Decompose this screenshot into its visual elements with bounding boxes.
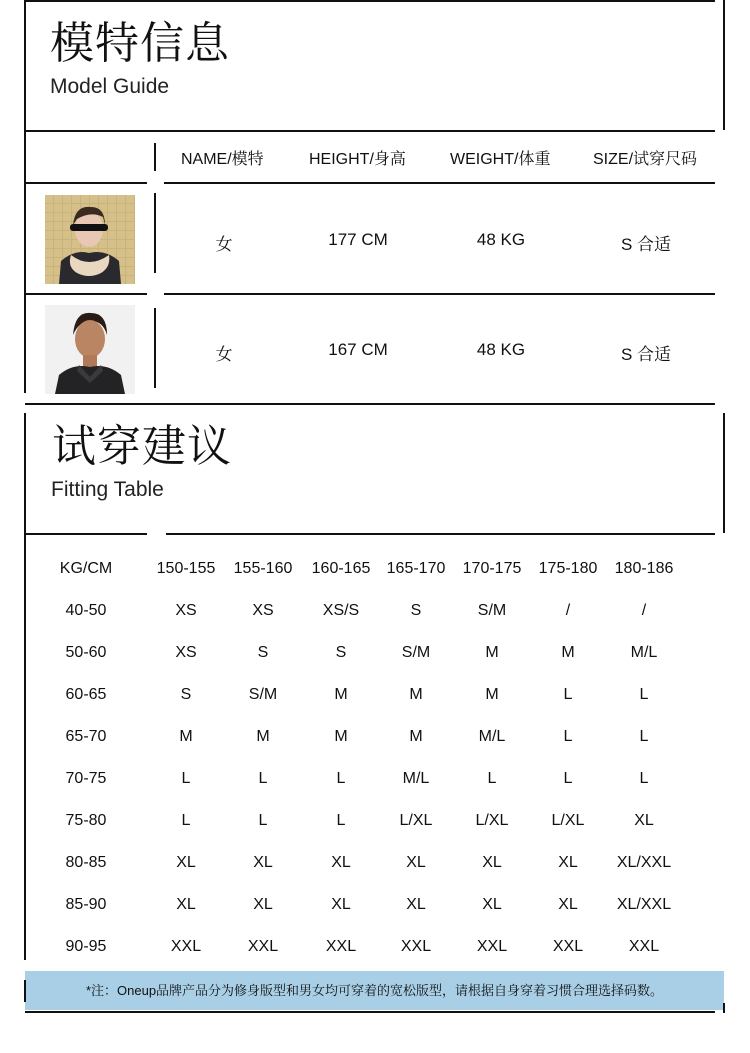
model-guide-title-en: Model Guide <box>50 75 170 98</box>
fitting-column-header: 155-160 <box>233 560 293 577</box>
fitting-table-title-zh: 试穿建议 <box>52 422 232 471</box>
table-row <box>48 590 684 632</box>
size-cell: L/XL <box>475 812 509 829</box>
model-2-height: 167 CM <box>328 340 388 359</box>
size-cell: M <box>409 686 423 703</box>
size-cell: L <box>639 728 649 745</box>
header-underline-left <box>25 182 147 184</box>
fitting-corner-label: KG/CM <box>59 560 113 577</box>
fitting-table <box>48 548 684 968</box>
fitting-gap <box>124 548 148 590</box>
size-cell: L/XL <box>551 812 585 829</box>
size-cell: XXL <box>170 938 202 955</box>
fitting-gap <box>124 716 148 758</box>
table-row <box>48 800 684 842</box>
size-cell: XXL <box>628 938 660 955</box>
size-cell: L <box>336 812 346 829</box>
size-cell: L <box>563 770 573 787</box>
size-cell: M/L <box>478 728 506 745</box>
model-1-separator <box>154 193 156 273</box>
header-size: SIZE/试穿尺码 <box>593 151 698 168</box>
size-cell: L <box>639 770 649 787</box>
size-cell: XL <box>634 812 654 829</box>
size-cell: L <box>487 770 497 787</box>
right-border-upper <box>723 0 725 130</box>
top-border <box>25 0 715 2</box>
model-guide-divider <box>25 130 715 132</box>
size-cell: XL <box>331 854 351 871</box>
model-guide-bottom-border <box>25 403 715 405</box>
fitting-gap <box>124 632 148 674</box>
fitting-gap <box>124 842 148 884</box>
size-cell: XL <box>558 854 578 871</box>
size-cell: XL <box>482 896 502 913</box>
header-height: HEIGHT/身高 <box>309 151 406 168</box>
left-border-upper <box>24 0 26 393</box>
fitting-gap <box>124 590 148 632</box>
model-2-image <box>45 305 135 394</box>
model-1-underline-right <box>164 293 715 295</box>
model-2-size: S 合适 <box>620 345 672 364</box>
fitting-gap <box>124 800 148 842</box>
row-label: 50-60 <box>65 644 107 661</box>
bottom-border <box>25 1011 715 1013</box>
row-label: 40-50 <box>65 602 107 619</box>
table-row <box>48 842 684 884</box>
size-cell: XS <box>175 644 197 661</box>
fitting-gap <box>124 926 148 968</box>
size-cell: L <box>258 770 268 787</box>
size-cell: XL <box>482 854 502 871</box>
header-name: NAME/模特 <box>181 151 264 168</box>
size-cell: M/L <box>402 770 430 787</box>
size-cell: XL <box>406 896 426 913</box>
fitting-column-header: 160-165 <box>311 560 371 577</box>
size-cell: XS <box>252 602 274 619</box>
note-left-border <box>24 980 26 1002</box>
model-2-name: 女 <box>215 345 233 364</box>
size-cell: / <box>565 602 571 619</box>
size-cell: S <box>180 686 192 703</box>
fitting-column-header: 180-186 <box>614 560 674 577</box>
size-cell: L <box>563 728 573 745</box>
size-cell: L <box>181 770 191 787</box>
size-cell: M <box>179 728 193 745</box>
table-row <box>48 758 684 800</box>
size-cell: XS/S <box>322 602 360 619</box>
header-separator <box>154 143 156 171</box>
size-cell: XXL <box>552 938 584 955</box>
header-underline-right <box>164 182 715 184</box>
model-1-size: S 合适 <box>620 235 672 254</box>
size-cell: S/M <box>248 686 278 703</box>
model-2-weight: 48 KG <box>476 340 526 359</box>
table-row <box>48 926 684 968</box>
model-2-photo <box>45 305 135 394</box>
size-cell: XL <box>176 854 196 871</box>
size-cell: M <box>561 644 575 661</box>
left-border-lower <box>24 413 26 960</box>
row-label: 60-65 <box>65 686 107 703</box>
model-1-photo <box>45 195 135 284</box>
fitting-column-header: 170-175 <box>462 560 522 577</box>
size-cell: M <box>334 686 348 703</box>
size-cell: S <box>257 644 269 661</box>
size-cell: L <box>639 686 649 703</box>
size-cell: M <box>256 728 270 745</box>
row-label: 90-95 <box>65 938 107 955</box>
size-cell: XL/XXL <box>616 896 672 913</box>
size-cell: L/XL <box>399 812 433 829</box>
model-2-separator <box>154 308 156 388</box>
row-label: 85-90 <box>65 896 107 913</box>
size-cell: XL/XXL <box>616 854 672 871</box>
size-cell: XL <box>558 896 578 913</box>
size-cell: L <box>563 686 573 703</box>
size-cell: XL <box>253 896 273 913</box>
size-cell: XXL <box>400 938 432 955</box>
table-row <box>48 632 684 674</box>
size-cell: S/M <box>401 644 431 661</box>
size-cell: XL <box>253 854 273 871</box>
fitting-gap <box>124 758 148 800</box>
row-label: 65-70 <box>65 728 107 745</box>
note-banner: *注：Oneup品牌产品分为修身版型和男女均可穿着的宽松版型，请根据自身穿着习惯合理选择码数。 <box>25 971 724 1010</box>
size-cell: XS <box>175 602 197 619</box>
fitting-gap <box>124 674 148 716</box>
size-cell: L <box>258 812 268 829</box>
size-cell: S <box>335 644 347 661</box>
size-cell: XL <box>331 896 351 913</box>
table-row <box>48 884 684 926</box>
row-label: 75-80 <box>65 812 107 829</box>
fitting-table-divider-left <box>25 533 147 535</box>
size-cell: L <box>336 770 346 787</box>
size-cell: M/L <box>630 644 658 661</box>
size-cell: M <box>334 728 348 745</box>
right-border-bottom <box>723 1003 725 1013</box>
fitting-table-divider-right <box>166 533 715 535</box>
model-1-height: 177 CM <box>328 230 388 249</box>
table-row <box>48 716 684 758</box>
size-cell: XXL <box>325 938 357 955</box>
size-cell: / <box>641 602 647 619</box>
size-cell: M <box>485 686 499 703</box>
fitting-header-row <box>48 548 684 590</box>
model-1-name: 女 <box>215 235 233 254</box>
size-cell: M <box>409 728 423 745</box>
fitting-gap <box>124 884 148 926</box>
row-label: 70-75 <box>65 770 107 787</box>
header-weight: WEIGHT/体重 <box>450 151 551 168</box>
size-cell: S/M <box>477 602 507 619</box>
right-border-lower <box>723 413 725 533</box>
size-cell: M <box>485 644 499 661</box>
model-1-underline-left <box>25 293 147 295</box>
fitting-column-header: 150-155 <box>156 560 216 577</box>
size-cell: XXL <box>476 938 508 955</box>
size-cell: XL <box>406 854 426 871</box>
fitting-column-header: 175-180 <box>538 560 598 577</box>
table-row <box>48 674 684 716</box>
fitting-table-title-en: Fitting Table <box>51 478 164 501</box>
size-cell: S <box>410 602 422 619</box>
size-cell: L <box>181 812 191 829</box>
size-cell: XL <box>176 896 196 913</box>
model-1-weight: 48 KG <box>476 230 526 249</box>
row-label: 80-85 <box>65 854 107 871</box>
model-1-image <box>45 195 135 284</box>
model-guide-title-zh: 模特信息 <box>50 19 230 68</box>
size-cell: XXL <box>247 938 279 955</box>
fitting-column-header: 165-170 <box>386 560 446 577</box>
